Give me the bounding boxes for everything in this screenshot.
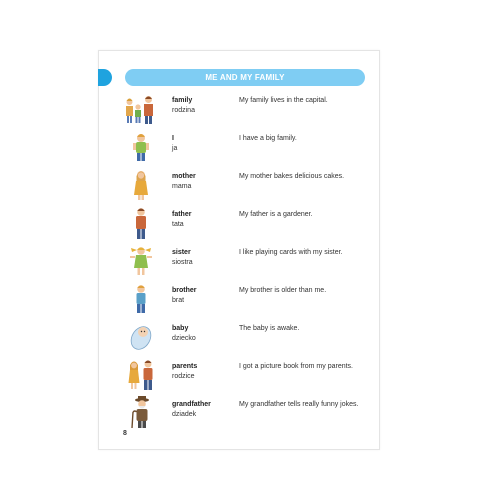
vocab-example: I like playing cards with my sister. (239, 249, 343, 256)
vocab-word: baby (172, 325, 189, 332)
page-number: 8 (123, 430, 127, 437)
baby-illustration-icon (123, 319, 159, 355)
vocab-example: My brother is older than me. (239, 287, 327, 294)
sister-illustration-icon (123, 243, 159, 279)
vocab-translation: mama (172, 183, 192, 190)
vocab-translation: dziecko (172, 335, 196, 342)
vocab-translation: brat (172, 297, 185, 304)
vocab-word: sister (172, 249, 191, 256)
section-tab (98, 69, 112, 86)
vocab-row (99, 172, 379, 206)
vocab-row (99, 248, 379, 282)
vocab-word: grandfather (172, 401, 211, 408)
vocab-example: I got a picture book from my parents. (239, 363, 353, 370)
vocab-row (99, 134, 379, 168)
vocab-translation: ja (172, 145, 178, 152)
vocab-row (99, 96, 379, 130)
grandfather-illustration-icon (123, 395, 159, 431)
vocab-word: brother (172, 287, 197, 294)
vocab-row (99, 400, 379, 434)
vocab-example: My mother bakes delicious cakes. (239, 173, 345, 180)
vocab-translation: siostra (172, 259, 193, 266)
father-illustration-icon (123, 205, 159, 241)
vocab-word: father (172, 211, 192, 218)
vocab-word: family (172, 97, 193, 104)
vocab-translation: tata (172, 221, 184, 228)
workbook-page (98, 50, 380, 450)
section-title-banner: ME AND MY FAMILY (125, 69, 365, 86)
vocab-row (99, 324, 379, 358)
vocab-translation: rodzina (172, 107, 195, 114)
vocab-example: My grandfather tells really funny jokes. (239, 401, 359, 408)
vocab-example: My family lives in the capital. (239, 97, 328, 104)
vocab-example: I have a big family. (239, 135, 297, 142)
boy-illustration-icon (123, 129, 159, 165)
parents-illustration-icon (123, 357, 159, 393)
family-illustration-icon (123, 91, 159, 127)
vocab-example: The baby is awake. (239, 325, 300, 332)
brother-illustration-icon (123, 281, 159, 317)
mother-illustration-icon (123, 167, 159, 203)
vocab-row (99, 286, 379, 320)
vocab-row (99, 362, 379, 396)
vocab-row (99, 210, 379, 244)
vocab-word: I (172, 135, 174, 142)
vocab-translation: rodzice (172, 373, 195, 380)
vocab-word: parents (172, 363, 198, 370)
vocab-word: mother (172, 173, 196, 180)
vocab-translation: dziadek (172, 411, 197, 418)
vocab-example: My father is a gardener. (239, 211, 313, 218)
